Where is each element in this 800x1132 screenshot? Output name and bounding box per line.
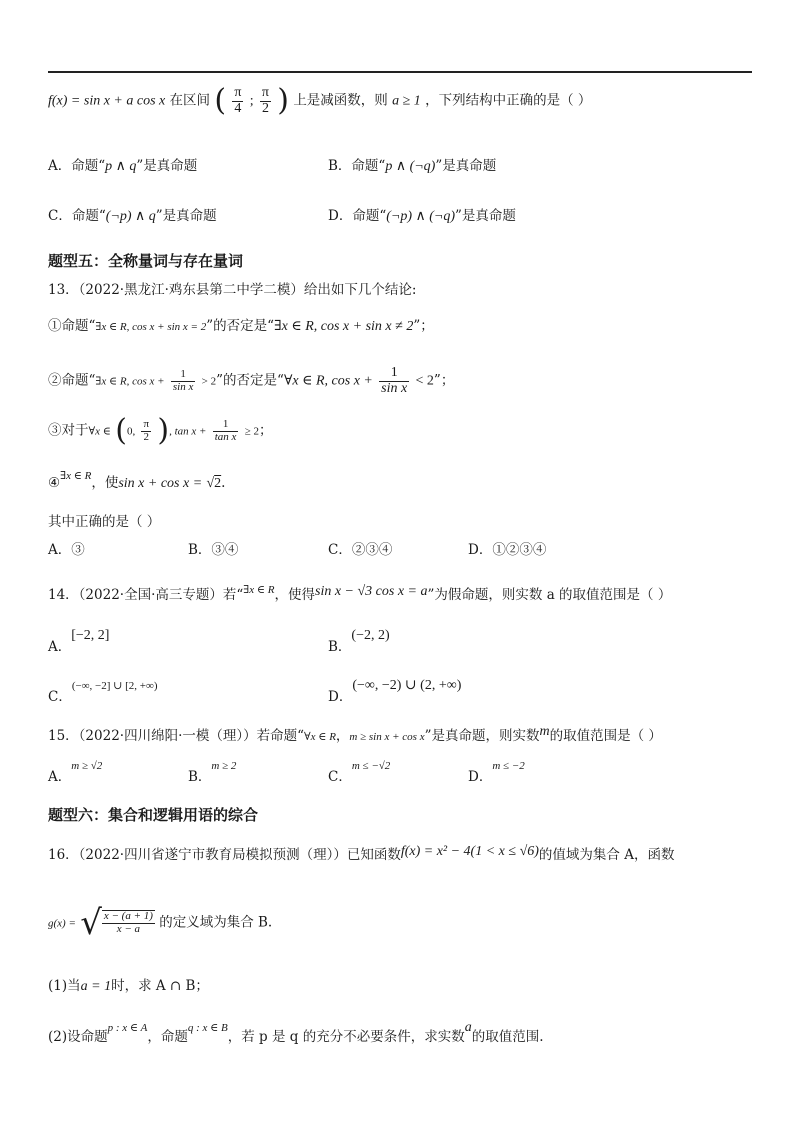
- sqrt-radical: √ $\frac{x - (a + 1)}{x - a}$: [80, 903, 153, 943]
- frac-pi-4: $\frac{\pi}{4}$: [234, 85, 242, 116]
- intro-func: f(x) = sin x + a cos x: [48, 93, 166, 109]
- prev-option-d: D．命题“(¬p) ∧ (¬q)”是真命题: [328, 208, 516, 224]
- q13-option-c: C．②③④: [328, 542, 393, 558]
- q13-statement-4: ④$^{\exists x \in R}$，使sin x + cos x = √2.: [48, 470, 226, 491]
- q13-ask: 其中正确的是（ ）: [48, 514, 161, 530]
- q16-stem: 16．（2022·四川省遂宁市教育局模拟预测（理））已知函数f(x) = x² − 4(1 < x ≤ √6)的值域为集合 A，函数: [48, 844, 675, 863]
- q13-statement-3: ③对于∀x ∈ (0, $\frac{\pi}{2}$ ), tan x + $\frac{1}{\text{tan x}}$ ≥ 2；: [48, 413, 273, 448]
- section-5-heading: 题型五：全称量词与存在量词: [48, 252, 244, 270]
- intro-text3: ，下列结构中正确的是（ ）: [425, 92, 592, 109]
- q15-option-c: C．$^{m \le -√2}$: [328, 760, 391, 785]
- q15-stem: 15．（2022·四川绵阳·一模（理））若命题“∀x ∈ R，m ≥ sin x + cos x”是真命题，则实数m的取值范围是（ ）: [48, 724, 662, 744]
- q13-statement-1: ①命题“∃x ∈ R, cos x + sin x = 2”的否定是“∃x ∈ R, cos x + sin x ≠ 2”；: [48, 318, 434, 334]
- sqrt-symbol: √: [206, 476, 215, 491]
- q14-option-b: B．(−2, 2): [328, 628, 390, 655]
- q14-option-d: D．(−∞, −2) ∪ (2, +∞): [328, 678, 462, 705]
- top-rule: [48, 71, 752, 73]
- q16-part-2: (2)设命题$^{p : x \in A}$，命题$^{q : x \in B}$，若 p 是 q 的充分不必要条件，求实数a的取值范围.: [48, 1020, 544, 1045]
- intro-text1: 在区间: [169, 92, 211, 109]
- section-6-heading: 题型六：集合和逻辑用语的综合: [48, 806, 259, 824]
- q14-option-c: C．$^{(-\infty, -2] \cup [2, +\infty)}$: [48, 680, 158, 705]
- prev-option-c: C．命题“(¬p) ∧ q”是真命题: [48, 208, 217, 224]
- q15-option-a: A．$^{m \ge √2}$: [48, 760, 103, 785]
- q16-g-definition: g(x) = √ $\frac{x - (a + 1)}{x - a}$ 的定义域为集合 B.: [48, 903, 273, 943]
- intro-line: f(x) = sin x + a cos x 在区间 ( $\frac{\pi}{4}$ ; $\frac{\pi}{2}$ ) 上是减函数，则 a ≥ 1 ，下列结构中正确的是（ ）: [48, 83, 592, 119]
- intro-cond: a ≥ 1: [392, 93, 421, 109]
- q15-option-d: D．$^{m \le -2}$: [468, 760, 525, 785]
- q16-part-1: (1)当a = 1时，求 A ∩ B；: [48, 978, 209, 994]
- q14-option-a: A．[−2, 2]: [48, 628, 110, 655]
- interval-open: (: [214, 83, 227, 119]
- q13-statement-2: ②命题“∃x ∈ R, cos x + $\frac{1}{\text{sin x}}$ > 2”的否定是“∀x ∈ R, cos x + $\frac{1}{\text{sin x}}$ < 2”；: [48, 365, 455, 396]
- q13-option-d: D．①②③④: [468, 542, 547, 558]
- q14-stem: 14．（2022·全国·高三专题）若“$^{\exists x \in R}$，使得sin x − √3 cos x = a”为假命题，则实数 a 的取值范围是（ ）: [48, 584, 672, 603]
- q13-option-b: B．③④: [188, 542, 239, 558]
- intro-text2: 上是减函数，则: [293, 92, 388, 109]
- q13-option-a: A．③: [48, 542, 85, 558]
- prev-option-b: B．命题“p ∧ (¬q)”是真命题: [328, 158, 497, 174]
- q15-option-b: B．$^{m \ge 2}$: [188, 760, 237, 785]
- interval-close: ): [277, 83, 290, 119]
- prev-option-a: A．命题“p ∧ q”是真命题: [48, 158, 198, 174]
- q13-head: 13．（2022·黑龙江·鸡东县第二中学二模）给出如下几个结论:: [48, 282, 417, 298]
- frac-pi-2: $\frac{\pi}{2}$: [261, 85, 269, 116]
